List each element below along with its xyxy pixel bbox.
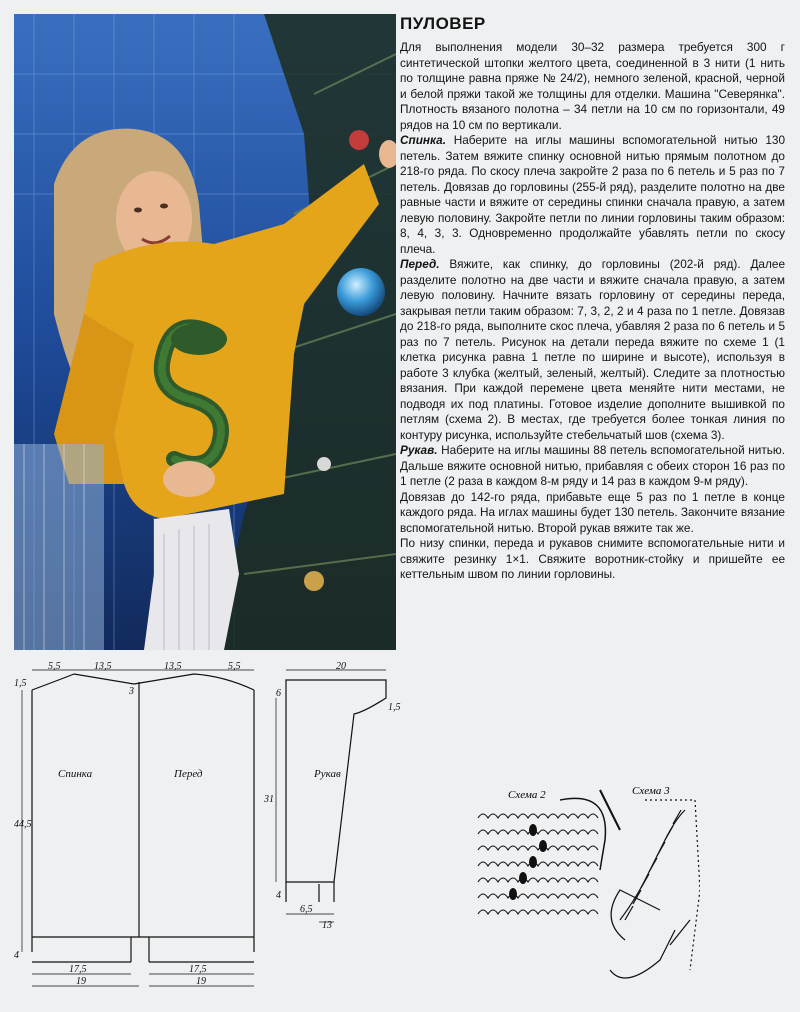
label-front: Перед: [174, 768, 203, 780]
dim-sleeve-top: 20: [336, 662, 346, 672]
scheme-3-stem-stitch: [610, 800, 700, 978]
dim-sleeve-rib: 4: [276, 890, 281, 901]
sleeve-paragraph: [400, 443, 785, 490]
dim-sleeve-side: 1,5: [388, 702, 401, 713]
article: [400, 14, 785, 583]
photo-illustration: [14, 14, 396, 650]
scheme-3-label: Схема 3: [632, 785, 670, 797]
intro-paragraph: Для выполнения модели 30–32 размера требуется 300 г синтетической штопки желтого цвета, соединенной в 3 нити (1 нить по толщине равна пряже № 24/2), немного зеленой, красной, черной и белой пряжи такой же толщины для отделки. Машина "Северянка". Плотность вязаного полотна – 34 петли на 10 см по горизонтали, 49 рядов на 10 см по вертикали.: [400, 40, 785, 132]
dim-neck-left: 1,5: [14, 678, 27, 689]
dim-sleeve-cuff: 13: [322, 920, 332, 931]
needle-icon: [600, 790, 620, 830]
dim-top-left: 5,5: [48, 662, 61, 672]
dim-top-mid1: 13,5: [94, 662, 112, 672]
dim-bottom-inner-left: 17,5: [69, 964, 87, 975]
scheme-2-stitch-grid: [478, 814, 598, 914]
sleeve-paragraph-2: Довязав до 142-го ряда, прибавьте еще 5 раз по 1 петле в конце каждого ряда. На иглах машины будет 130 петель. Закончите вязание вспомогательной нитью. Второй рукав вяжите так же.: [400, 489, 785, 535]
dim-bottom-left: 19: [76, 976, 86, 987]
scheme-2-thread: [560, 798, 605, 870]
front-paragraph: [400, 257, 785, 443]
dim-sleeve-cuff-inner: 6,5: [300, 904, 313, 915]
label-sleeve: Рукав: [314, 768, 341, 780]
front-heading: Перед.: [400, 257, 440, 271]
dim-top-right: 5,5: [228, 662, 241, 672]
dim-neck-mid: 3: [129, 686, 134, 697]
photo-girl-christmas-tree: [14, 14, 396, 650]
neckline-shoulders: [32, 674, 254, 690]
sleeve-heading: Рукав.: [400, 443, 438, 457]
dim-bottom-right: 19: [196, 976, 206, 987]
dim-height: 44,5: [14, 819, 32, 830]
sleeve-text: Наберите на иглы машины 88 петель вспомогательной нитью. Дальше вяжите основной нитью, прибавляя с обеих сторон 16 раз по 1 петле (2 раза в каждом 8-м ряду и 14 раз в каждом 9-м ряду).: [400, 443, 785, 488]
dim-sleeve-length: 31: [264, 794, 274, 805]
finishing-paragraph: По низу спинки, переда и рукавов снимите вспомогательные нити и свяжите резинку 1×1. Свяжите воротник-стойку и пришейте ее кеттельным швом по линии горловины.: [400, 536, 785, 581]
back-paragraph: [400, 133, 785, 257]
article-title: ПУЛОВЕР: [400, 14, 486, 33]
dim-top-mid2: 13,5: [164, 662, 182, 672]
back-heading: Спинка.: [400, 133, 447, 147]
pattern-diagram: [14, 662, 406, 1002]
stitch-schemes: [460, 770, 700, 990]
front-text: Вяжите, как спинку, до горловины (202-й ряд). Далее разделите полотно на две части и вяжите сначала правую, а затем левую половину. Начните вязать горловину от середины переда, закрывая петли таким образом: 7, 3, 2, 2 и 4 раза по 1 петле. Довязав до 218-го ряда, выполните скос плеча, убавляя 2 раза по 6 петель и 5 раз по 7 петель. Рисунок на детали переда вяжите по схеме 1 (1 клетка рисунка равна 1 петле по ширине и высоте), используя в работе 3 клубка (желтый, зеленый, желтый). Следите за плотностью вязания. При каждой перемене цвета меняйте нити местами, не подводя их под платины. Готовое изделие дополните вышивкой по петлям (схема 2). В местах, где требуется более тонкая линия по контуру рисунка, используйте стебельчатый шов (схема 3).: [400, 257, 786, 442]
scheme-2-label: Схема 2: [508, 789, 546, 801]
label-back: Спинка: [58, 768, 93, 780]
dim-rib: 4: [14, 950, 19, 961]
back-text: Наберите на иглы машины вспомогательной нитью 130 петель. Затем вяжите спинку основной нитью прямым полотном до 218-го ряда. По скосу плеча закройте 2 раза по 6 петель и 5 раз по 7 петель. Довязав до горловины (255-й ряд), разделите полотно на две равные части и вяжите от середины спинки сначала правую, а затем левую половину. Закройте петли по линии горловины таким образом: 8, 4, 3, 3. Одновременно продолжайте убавлять петли по скосу плеча.: [400, 133, 785, 256]
dim-sleeve-cap: 6: [276, 688, 281, 699]
dim-bottom-inner-right: 17,5: [189, 964, 207, 975]
